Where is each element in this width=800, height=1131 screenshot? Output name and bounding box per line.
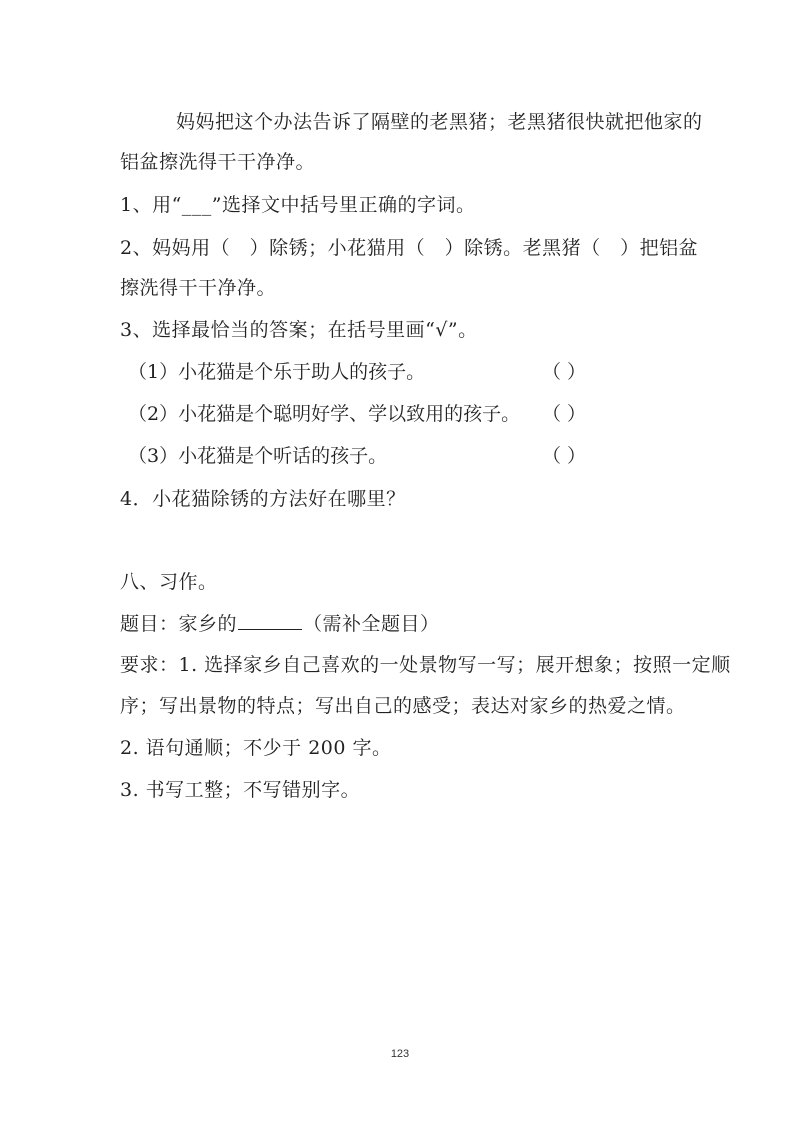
option-text: （1）小花猫是个乐于助人的孩子。 [128, 361, 426, 383]
composition-title-suffix: （需补全题目） [303, 613, 440, 635]
question-2-line-1: 2、妈妈用（ ）除锈；小花猫用（ ）除锈。老黑猪（ ）把铝盆 [120, 237, 699, 259]
question-4: 4．小花猫除锈的方法好在哪里？ [120, 488, 406, 510]
title-blank [238, 611, 302, 630]
requirement-2: 2. 语句通顺；不少于 200 字。 [120, 737, 392, 759]
option-text: （2）小花猫是个聪明好学、学以致用的孩子。 [128, 403, 521, 425]
answer-paren: （ ） [542, 445, 587, 467]
composition-title-prefix: 题目：家乡的 [120, 613, 238, 635]
passage-line-2: 铝盆擦洗得干干净净。 [120, 151, 316, 173]
option-text: （3）小花猫是个听话的孩子。 [128, 445, 388, 467]
requirement-line-1: 要求：1. 选择家乡自己喜欢的一处景物写一写；展开想象；按照一定顺 [120, 654, 731, 676]
composition-heading: 八、习作。 [120, 571, 218, 593]
question-2-line-2: 擦洗得干干净净。 [120, 277, 277, 299]
question-1: 1、用“___”选择文中括号里正确的字词。 [120, 194, 476, 216]
passage-line-1: 妈妈把这个办法告诉了隔壁的老黑猪；老黑猪很快就把他家的 [176, 111, 703, 133]
composition-title [120, 611, 440, 636]
question-3: 3、选择最恰当的答案；在括号里画“√”。 [120, 319, 478, 341]
answer-paren: （ ） [542, 403, 587, 425]
requirement-3: 3. 书写工整；不写错别字。 [120, 779, 361, 801]
answer-paren: （ ） [542, 361, 587, 383]
page-number: 123 [390, 1048, 410, 1060]
requirement-line-2: 序；写出景物的特点；写出自己的感受；表达对家乡的热爱之情。 [120, 695, 686, 717]
